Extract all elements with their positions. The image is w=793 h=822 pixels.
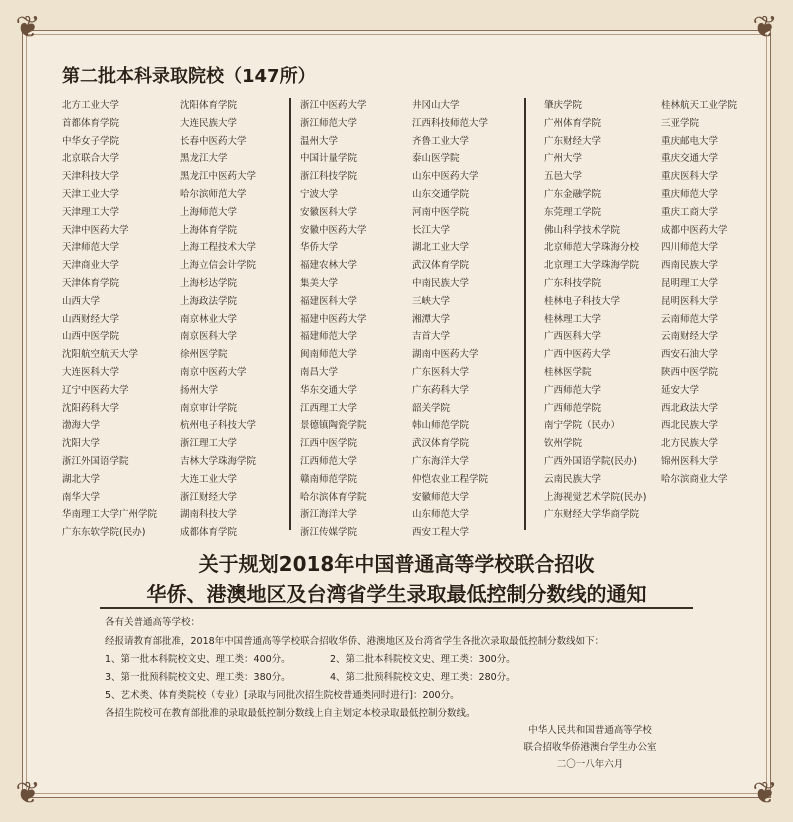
- school-name: 山西中医学院: [62, 331, 120, 343]
- school-name: 昆明理工大学: [661, 277, 719, 289]
- column-divider: [289, 98, 291, 530]
- school-name: 中华女子学院: [62, 135, 120, 147]
- school-name: 井冈山大学: [412, 100, 460, 111]
- school-name: 江西师范大学: [300, 455, 358, 467]
- school-name: 渤海大学: [62, 420, 101, 432]
- school-name: 山东交通学院: [412, 188, 470, 200]
- school-name: 辽宁中医药大学: [62, 384, 129, 396]
- school-name: 昆明医科大学: [661, 295, 719, 307]
- school-name: 西安石油大学: [661, 349, 719, 361]
- school-name: 广东财经大学华商学院: [544, 509, 640, 521]
- school-name: 大连工业大学: [180, 473, 238, 485]
- school-name: 天津商业大学: [62, 260, 120, 272]
- school-name: 集美大学: [300, 277, 339, 289]
- notice-item-3: 3、第一批预科院校文史、理工类：380分。: [105, 672, 291, 683]
- section-title: 第二批本科录取院校（147所）: [62, 66, 316, 87]
- school-name: 广西外国语学院(民办): [544, 455, 637, 467]
- school-name: 广西中医药大学: [544, 349, 611, 361]
- school-name: 浙江科技学院: [300, 171, 358, 183]
- school-name: 三峡大学: [412, 295, 451, 307]
- school-name: 北京理工大学珠海学院: [544, 260, 640, 272]
- ornament-corner-icon: ❦: [15, 10, 41, 45]
- school-column-1: [62, 97, 157, 542]
- school-name: 南昌大学: [300, 366, 339, 378]
- school-name: 宁波大学: [300, 188, 339, 200]
- school-name: 吉首大学: [412, 331, 451, 343]
- school-name: 天津体育学院: [62, 277, 120, 289]
- school-name: 仲恺农业工程学院: [412, 473, 489, 485]
- school-name: 福建医科大学: [300, 295, 358, 307]
- school-name: 江西中医学院: [300, 438, 358, 450]
- notice-closing: 各招生院校可在教育部批准的录取最低控制分数线上自主划定本校录取最低控制分数线。: [105, 708, 476, 719]
- school-name: 广东海洋大学: [412, 455, 470, 467]
- school-name: 河南中医学院: [412, 206, 470, 218]
- school-name: 湘潭大学: [412, 313, 451, 325]
- school-name: 广东东软学院(民办): [62, 527, 146, 539]
- school-name: 扬州大学: [180, 384, 219, 396]
- school-name: 中国计量学院: [300, 153, 358, 165]
- school-name: 北方民族大学: [661, 438, 719, 450]
- school-name: 广西医科大学: [544, 331, 602, 343]
- school-name: 上海视觉艺术学院(民办): [544, 491, 647, 503]
- school-name: 延安大学: [661, 384, 700, 396]
- notice-item-5: 5、艺术类、体育类院校（专业）[录取与同批次招生院校普通类同时进行]：200分。: [105, 690, 460, 701]
- school-name: 闽南师范大学: [300, 349, 358, 361]
- school-name: 浙江海洋大学: [300, 509, 358, 521]
- school-name: 吉林大学珠海学院: [180, 455, 257, 467]
- school-name: 上海师范大学: [180, 206, 238, 218]
- school-name: 安徽医科大学: [300, 206, 358, 218]
- school-name: 天津理工大学: [62, 206, 120, 218]
- school-name: 华侨大学: [300, 242, 339, 254]
- school-name: 南京中医药大学: [180, 366, 247, 378]
- school-column-2: [180, 97, 256, 542]
- school-column-5: [544, 97, 646, 524]
- school-name: 赣南师范学院: [300, 473, 358, 485]
- notice-title-line1: 关于规划2018年中国普通高等学校联合招收: [198, 552, 595, 576]
- notice-item-2: 2、第二批本科院校文史、理工类：300分。: [330, 654, 516, 665]
- school-name: 云南民族大学: [544, 473, 602, 485]
- signature-org-1: 中华人民共和国普通高等学校: [528, 725, 652, 736]
- school-name: 锦州医科大学: [661, 455, 719, 467]
- school-name: 温州大学: [300, 135, 339, 147]
- school-name: 黑龙江大学: [180, 153, 228, 165]
- school-name: 云南财经大学: [661, 331, 719, 343]
- school-column-3: [300, 97, 367, 542]
- school-name: 首都体育学院: [62, 117, 120, 129]
- school-name: 三亚学院: [661, 117, 700, 129]
- school-name: 天津中医药大学: [62, 224, 129, 236]
- school-name: 山西财经大学: [62, 313, 120, 325]
- ornament-corner-icon: ❦: [752, 10, 778, 45]
- school-name: 广东科技学院: [544, 277, 602, 289]
- school-name: 武汉体育学院: [412, 260, 470, 272]
- school-name: 景德镇陶瓷学院: [300, 420, 367, 432]
- school-name: 东莞理工学院: [544, 206, 602, 218]
- notice-item-1: 1、第一批本科院校文史、理工类：400分。: [105, 654, 291, 665]
- school-name: 徐州医学院: [180, 349, 228, 361]
- school-name: 西北民族大学: [661, 420, 719, 432]
- school-name: 江西理工大学: [300, 402, 358, 414]
- school-name: 西安工程大学: [412, 527, 470, 539]
- school-name: 成都中医药大学: [661, 224, 728, 236]
- school-name: 福建农林大学: [300, 260, 358, 272]
- school-name: 杭州电子科技大学: [180, 420, 257, 432]
- notice-intro: 经报请教育部批准，2018年中国普通高等学校联合招收华侨、港澳地区及台湾省学生各批次录取最低控制分数线如下：: [105, 636, 605, 647]
- school-name: 韩山师范学院: [412, 420, 470, 432]
- title-rule: [100, 607, 693, 609]
- school-name: 浙江师范大学: [300, 117, 358, 129]
- school-name: 广西师范大学: [544, 384, 602, 396]
- school-name: 肇庆学院: [544, 100, 583, 111]
- school-name: 南京审计学院: [180, 402, 238, 414]
- school-name: 浙江外国语学院: [62, 455, 129, 467]
- school-name: 南京医科大学: [180, 331, 238, 343]
- school-name: 重庆交通大学: [661, 153, 719, 165]
- school-name: 山西大学: [62, 295, 101, 307]
- school-name: 山东师范大学: [412, 509, 470, 521]
- school-name: 钦州学院: [544, 438, 583, 450]
- school-name: 上海政法学院: [180, 295, 238, 307]
- school-name: 浙江中医药大学: [300, 100, 367, 111]
- school-name: 广东金融学院: [544, 188, 602, 200]
- school-name: 长江大学: [412, 224, 451, 236]
- school-name: 佛山科学技术学院: [544, 224, 621, 236]
- school-name: 沈阳体育学院: [180, 100, 238, 111]
- school-name: 华南理工大学广州学院: [62, 509, 158, 521]
- school-name: 福建中医药大学: [300, 313, 367, 325]
- school-name: 广州大学: [544, 153, 583, 165]
- school-name: 重庆医科大学: [661, 171, 719, 183]
- school-name: 安徽师范大学: [412, 491, 470, 503]
- school-name: 天津工业大学: [62, 188, 120, 200]
- school-name: 北京师范大学珠海分校: [544, 242, 640, 254]
- school-name: 长春中医药大学: [180, 135, 247, 147]
- school-name: 大连民族大学: [180, 117, 238, 129]
- school-name: 广西师范学院: [544, 402, 602, 414]
- school-name: 上海体育学院: [180, 224, 238, 236]
- school-name: 韶关学院: [412, 402, 451, 414]
- school-name: 天津科技大学: [62, 171, 120, 183]
- school-name: 北京联合大学: [62, 153, 120, 165]
- school-name: 南宁学院（民办）: [544, 420, 621, 432]
- school-name: 湖北大学: [62, 473, 101, 485]
- school-name: 浙江财经大学: [180, 491, 238, 503]
- school-name: 重庆工商大学: [661, 206, 719, 218]
- school-name: 湖南中医药大学: [412, 349, 479, 361]
- school-name: 桂林航天工业学院: [661, 100, 738, 111]
- signature-date: 二〇一八年六月: [556, 759, 624, 770]
- school-name: 陕西中医学院: [661, 366, 719, 378]
- school-column-6: [661, 97, 737, 489]
- school-name: 南华大学: [62, 491, 101, 503]
- notice-item-4: 4、第二批预科院校文史、理工类：280分。: [330, 672, 516, 683]
- school-name: 哈尔滨体育学院: [300, 491, 367, 503]
- school-name: 福建师范大学: [300, 331, 358, 343]
- school-name: 哈尔滨商业大学: [661, 473, 728, 485]
- school-name: 西北政法大学: [661, 402, 719, 414]
- school-name: 广东医科大学: [412, 366, 470, 378]
- school-name: 成都体育学院: [180, 527, 238, 539]
- school-name: 沈阳大学: [62, 438, 101, 450]
- school-name: 齐鲁工业大学: [412, 135, 470, 147]
- column-divider: [524, 98, 526, 530]
- school-name: 上海工程技术大学: [180, 242, 257, 254]
- school-name: 哈尔滨师范大学: [180, 188, 247, 200]
- school-name: 桂林理工大学: [544, 313, 602, 325]
- school-name: 桂林电子科技大学: [544, 295, 621, 307]
- school-column-4: [412, 97, 488, 542]
- school-name: 武汉体育学院: [412, 438, 470, 450]
- school-name: 广东药科大学: [412, 384, 470, 396]
- signature-org-2: 联合招收华侨港澳台学生办公室: [523, 742, 657, 753]
- school-name: 广东财经大学: [544, 135, 602, 147]
- school-name: 广州体育学院: [544, 117, 602, 129]
- school-name: 浙江理工大学: [180, 438, 238, 450]
- ornament-corner-icon: ❦: [752, 776, 778, 811]
- school-name: 江西科技师范大学: [412, 117, 489, 129]
- notice-title-line2: 华侨、港澳地区及台湾省学生录取最低控制分数线的通知: [146, 582, 647, 606]
- school-name: 浙江传媒学院: [300, 527, 358, 539]
- school-name: 云南师范大学: [661, 313, 719, 325]
- school-name: 上海杉达学院: [180, 277, 238, 289]
- school-name: 天津师范大学: [62, 242, 120, 254]
- school-name: 上海立信会计学院: [180, 260, 257, 272]
- school-name: 湖北工业大学: [412, 242, 470, 254]
- school-name: 重庆师范大学: [661, 188, 719, 200]
- school-name: 桂林医学院: [544, 366, 592, 378]
- school-name: 五邑大学: [544, 171, 583, 183]
- school-name: 四川师范大学: [661, 242, 719, 254]
- notice-greeting: 各有关普通高等学校：: [105, 617, 201, 628]
- school-name: 沈阳航空航天大学: [62, 349, 139, 361]
- school-name: 南京林业大学: [180, 313, 238, 325]
- school-name: 大连医科大学: [62, 366, 120, 378]
- school-name: 安徽中医药大学: [300, 224, 367, 236]
- school-name: 华东交通大学: [300, 384, 358, 396]
- school-name: 黑龙江中医药大学: [180, 171, 257, 183]
- school-name: 沈阳药科大学: [62, 402, 120, 414]
- school-name: 湖南科技大学: [180, 509, 238, 521]
- school-name: 北方工业大学: [62, 100, 120, 111]
- school-name: 重庆邮电大学: [661, 135, 719, 147]
- school-name: 西南民族大学: [661, 260, 719, 272]
- ornament-corner-icon: ❦: [15, 776, 41, 811]
- school-name: 泰山医学院: [412, 153, 460, 165]
- school-name: 山东中医药大学: [412, 171, 479, 183]
- school-name: 中南民族大学: [412, 277, 470, 289]
